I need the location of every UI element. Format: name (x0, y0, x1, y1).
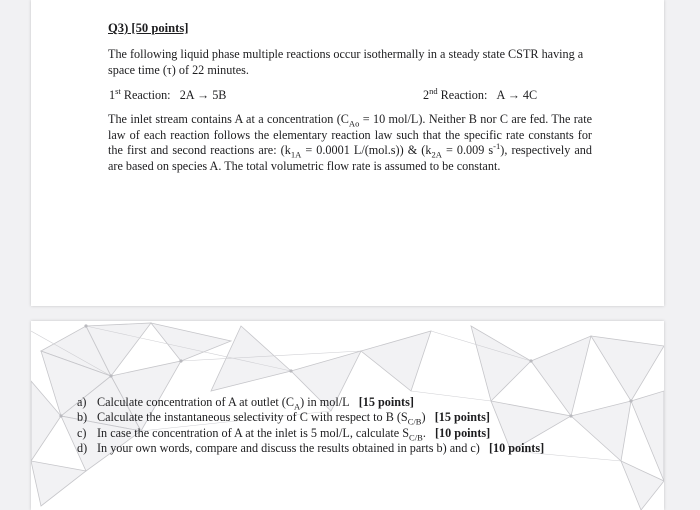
part-c (77, 426, 557, 441)
k2a-unit-exponent: -1 (493, 141, 501, 152)
poly-shape (361, 331, 431, 391)
part-d-text (97, 441, 557, 456)
poly-node (84, 324, 87, 327)
poly-node (179, 359, 182, 362)
part-d-text-1: In your own words, compare and discuss the results obtained in parts b) and c) (97, 441, 480, 456)
part-c-subscript: C/B (409, 432, 423, 443)
conditions-paragraph (108, 112, 592, 174)
poly-node (59, 414, 62, 417)
poly-shape (621, 461, 664, 510)
part-b-subscript: C/B (407, 416, 422, 427)
part-d-label: d) (77, 441, 88, 456)
part-a-text (97, 395, 557, 410)
poly-shape (471, 326, 531, 401)
reaction-2 (423, 85, 538, 104)
part-a-points: [15 points] (358, 395, 414, 409)
reaction-2-number: 2 (423, 88, 430, 102)
reaction-1-number: 1 (109, 88, 116, 102)
intro-paragraph: The following liquid phase multiple reactions occur isothermally in a steady state CSTR having a space time (τ) of 22 minutes. (108, 47, 584, 77)
part-a-label: a) (77, 395, 87, 409)
part-b-points: [15 points] (434, 410, 490, 425)
k1a-subscript: 1A (290, 149, 302, 160)
part-b (77, 410, 557, 425)
poly-shape (571, 401, 631, 461)
poly-node (569, 414, 572, 417)
conditions-text-3: = 0.0001 L/(mol.s)) & (k (301, 143, 432, 158)
reaction-2-ordinal: nd (429, 85, 438, 96)
conditions-text-4: = 0.009 s (441, 143, 494, 158)
part-b-text-2: ) (421, 410, 426, 425)
reaction-1-label: Reaction: (120, 88, 171, 102)
question-heading: Q3) [50 points] (108, 21, 189, 35)
document-page-1 (31, 0, 664, 306)
part-c-text-1: In case the concentration of A at the inlet is 5 mol/L, calculate S (97, 425, 410, 440)
part-b-text-1: Calculate the instantaneous selectivity of C with respect to B (S (97, 410, 408, 425)
poly-shape (591, 336, 664, 401)
part-b-label: b) (77, 410, 88, 425)
reaction-2-equation: A → 4C (496, 88, 538, 102)
reaction-1-equation: 2A → 5B (179, 88, 227, 102)
question-parts-list (77, 395, 557, 457)
conditions-text-5: ), respectively and are based on species A. The total volumetric flow rate is assumed to be constant. (108, 143, 592, 173)
poly-shape (31, 461, 86, 506)
part-b-text (97, 410, 557, 425)
part-c-text (97, 426, 557, 441)
conditions-text-2: = 10 mol/L). Neither B nor C are fed. The rate law of each reaction follows the elementary reaction law such that the specific rate constants for the first and second reactions are: (k (108, 112, 593, 158)
k2a-subscript: 2A (431, 149, 442, 160)
part-a-text-1: Calculate concentration of A at outlet (C (97, 395, 294, 409)
part-a-text-2: ) in mol/L (300, 395, 350, 409)
poly-shape (631, 391, 664, 481)
reaction-1-ordinal: st (115, 85, 121, 96)
poly-node (629, 399, 632, 402)
conditions-text-1: The inlet stream contains A at a concentration (C (108, 112, 349, 126)
part-d-points: [10 points] (488, 441, 545, 456)
reaction-2-label: Reaction: (437, 88, 488, 102)
poly-node (109, 374, 112, 377)
part-a-subscript: A (293, 401, 301, 412)
poly-node (529, 359, 532, 362)
part-c-label: c) (77, 425, 87, 440)
part-c-points: [10 points] (435, 425, 491, 440)
poly-node (289, 369, 292, 372)
part-d (77, 441, 557, 456)
reaction-1 (109, 85, 227, 104)
c-ao-subscript: Ao (348, 118, 360, 129)
part-a (77, 395, 557, 410)
part-c-text-2: . (422, 425, 426, 440)
